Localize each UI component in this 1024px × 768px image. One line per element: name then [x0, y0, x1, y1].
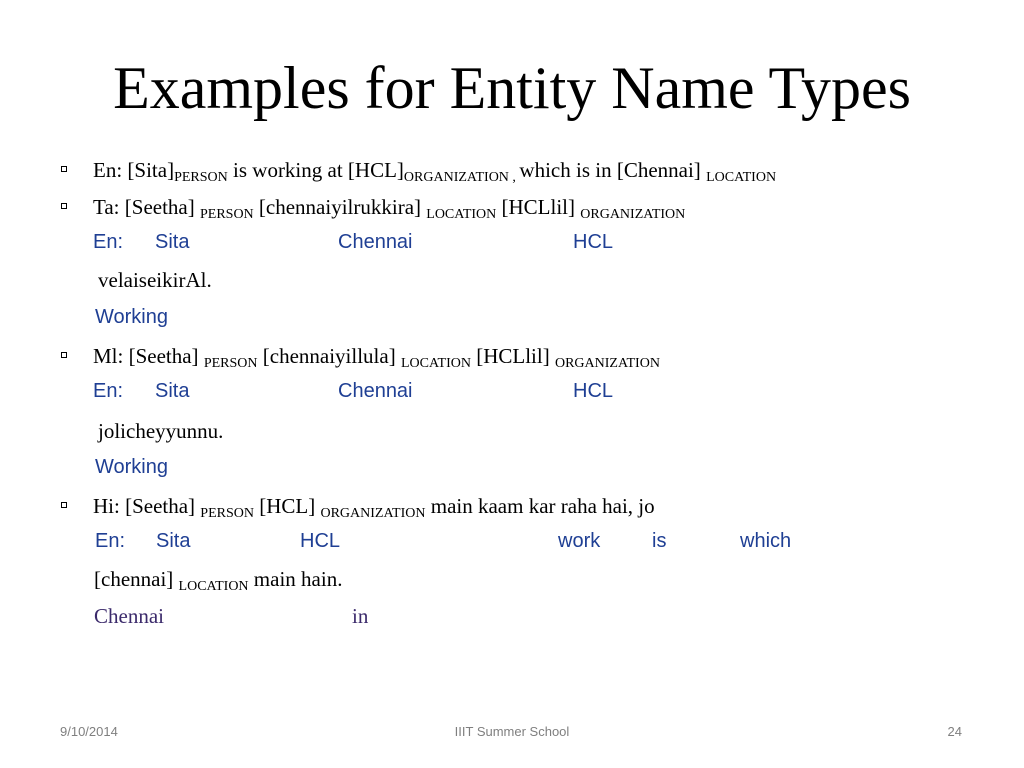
gloss-word: work [558, 530, 601, 552]
gloss-word: HCL [300, 530, 341, 552]
entity-tag-organization: ORGANIZATION [320, 506, 426, 521]
entity-tag-person: PERSON [199, 207, 254, 222]
gloss-word: HCL [573, 231, 614, 253]
gloss-en-label: En: [93, 380, 124, 402]
entity-tag-person: PERSON [200, 506, 254, 521]
text-segment: main hain. [248, 567, 343, 591]
example-continuation [94, 563, 342, 595]
entity-tag-person: PERSON [203, 356, 258, 371]
text-segment: En: [Sita] [93, 158, 175, 182]
text-segment: Ta: [Seetha] [93, 195, 200, 219]
text-segment: [chennaiyillula] [257, 344, 401, 368]
entity-tag-organization: ORGANIZATION [554, 356, 660, 371]
gloss-word: Sita [155, 380, 190, 402]
gloss-word: Sita [156, 530, 191, 552]
entity-tag-location: LOCATION [426, 207, 497, 222]
text-segment: [HCLlil] [470, 344, 555, 368]
entity-tag-location: LOCATION [178, 579, 249, 594]
gloss-word: is [652, 530, 667, 552]
example-continuation: jolicheyyunnu. [98, 419, 224, 443]
gloss-word: Chennai [94, 604, 164, 628]
bullet-icon [61, 352, 67, 358]
gloss-word: Sita [155, 231, 190, 253]
text-segment: is working at [HCL] [227, 158, 404, 182]
text-segment: which is in [Chennai] [519, 158, 707, 182]
bullet-icon [61, 203, 67, 209]
entity-tag-organization: ORGANIZATION [580, 207, 686, 222]
example-line-malayalam [93, 340, 660, 372]
text-segment: Ml: [Seetha] [93, 344, 204, 368]
gloss-word: HCL [573, 380, 614, 402]
gloss-word: Chennai [338, 231, 413, 253]
example-line-tamil [93, 191, 685, 223]
gloss-word: in [352, 604, 369, 628]
gloss-word: which [740, 530, 792, 552]
gloss-word: Working [95, 456, 168, 478]
footer-center-text: IIIT Summer School [454, 724, 570, 739]
bullet-icon [61, 166, 67, 172]
text-segment: [HCLlil] [496, 195, 581, 219]
footer-date: 9/10/2014 [60, 724, 118, 739]
example-line-hindi [93, 490, 655, 522]
bullet-icon [61, 502, 67, 508]
gloss-en-label: En: [93, 231, 124, 253]
slide-title: Examples for Entity Name Types [113, 55, 911, 121]
text-segment: [chennaiyilrukkira] [253, 195, 427, 219]
gloss-word: Working [95, 306, 168, 328]
entity-tag-organization: ORGANIZATION , [403, 170, 520, 185]
text-segment: [chennai] [94, 567, 179, 591]
example-continuation: velaiseikirAl. [98, 268, 212, 292]
slide-number: 24 [947, 724, 962, 739]
entity-tag-person: PERSON [174, 170, 228, 185]
entity-tag-location: LOCATION [706, 170, 777, 185]
text-segment: Hi: [Seetha] [93, 494, 201, 518]
example-line-english [93, 154, 776, 186]
text-segment: [HCL] [253, 494, 321, 518]
entity-tag-location: LOCATION [400, 356, 471, 371]
text-segment: main kaam kar raha hai, jo [425, 494, 655, 518]
gloss-word: Chennai [338, 380, 413, 402]
gloss-en-label: En: [95, 530, 126, 552]
